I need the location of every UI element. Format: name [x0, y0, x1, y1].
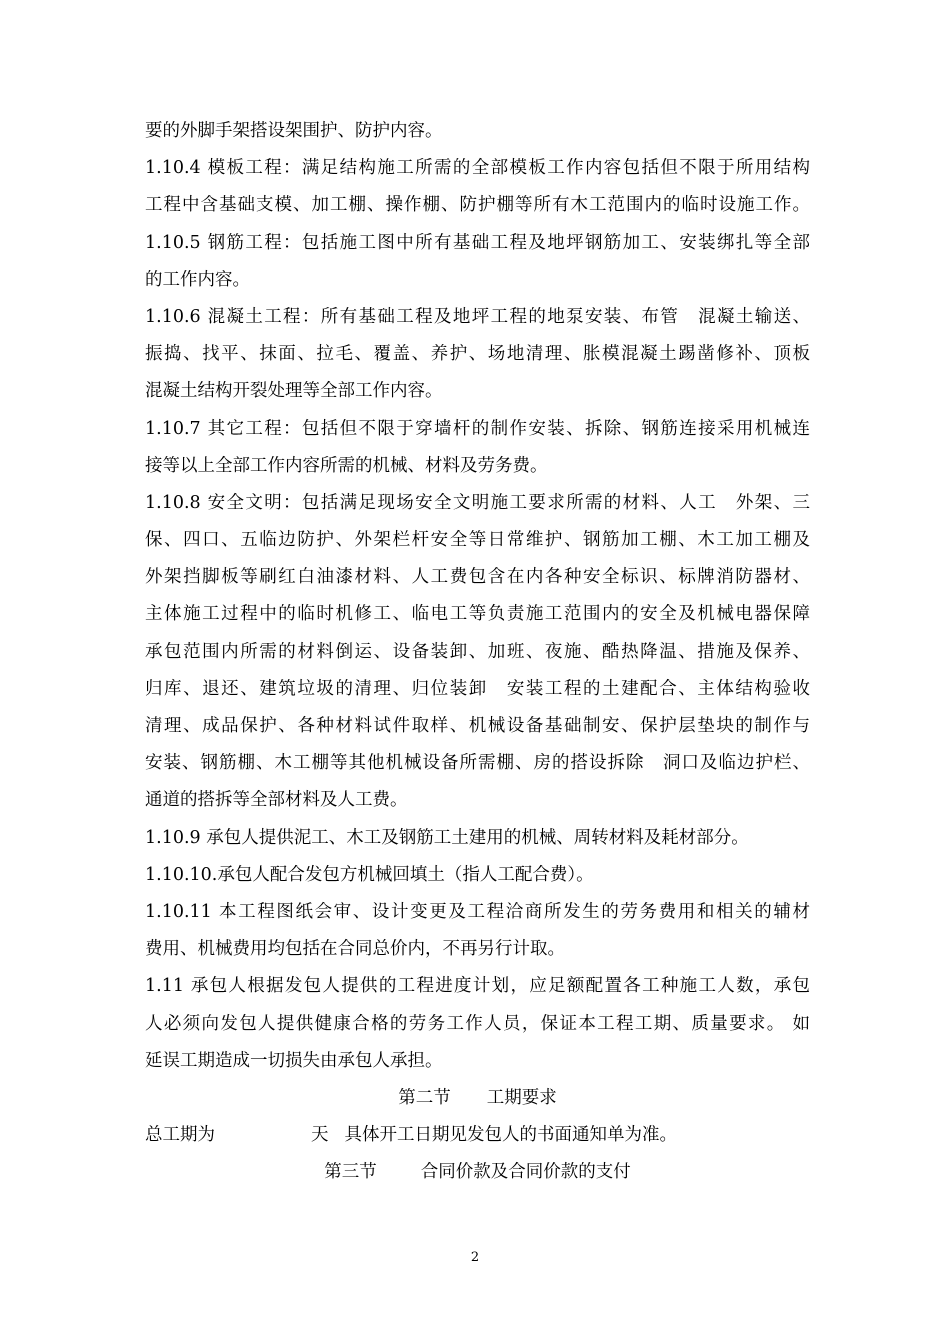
section-heading-3	[145, 1154, 810, 1191]
duration-line	[145, 1117, 810, 1154]
text-line: 1.10.7 其它工程：包括但不限于穿墙杆的制作安装、拆除、钢筋连接采用机械连	[145, 418, 810, 439]
duration-note: 具体开工日期见发包人的书面通知单为准。	[344, 1125, 677, 1146]
text-line: 1.10.10.承包人配合发包方机械回填土（指人工配合费）。	[145, 864, 594, 885]
text-line: 的工作内容。	[145, 269, 250, 290]
text-line: 1.10.5 钢筋工程：包括施工图中所有基础工程及地坪钢筋加工、安装绑扎等全部	[145, 232, 810, 253]
text-line: 接等以上全部工作内容所需的机械、材料及劳务费。	[145, 455, 548, 476]
text-line: 要的外脚手架搭设架围护、防护内容。	[145, 121, 443, 141]
text-line: 1.10.6 混凝土工程：所有基础工程及地坪工程的地泵安装、布管 混凝土输送、	[145, 306, 810, 327]
text-line: 清理、成品保护、各种材料试件取样、机械设备基础制安、保护层垫块的制作与	[145, 716, 810, 736]
duration-unit: 天	[311, 1125, 329, 1146]
text-line: 保、四口、五临边防护、外架栏杆安全等日常维护、钢筋加工棚、木工加工棚及	[145, 530, 810, 551]
text-line: 工程中含基础支模、加工棚、操作棚、防护棚等所有木工范围内的临时设施工作。	[145, 195, 810, 216]
page-number: 2	[470, 1250, 480, 1265]
text-line: 混凝土结构开裂处理等全部工作内容。	[145, 381, 443, 402]
section-number: 第二节	[398, 1087, 451, 1108]
section-number: 第三节	[324, 1162, 377, 1183]
text-line: 外架挡脚板等刷红白油漆材料、人工费包含在内各种安全标识、标牌消防器材、	[145, 567, 810, 588]
text-line: 人必须向发包人提供健康合格的劳务工作人员，保证本工程工期、质量要求。 如	[145, 1013, 810, 1034]
section-title: 工期要求	[486, 1087, 557, 1108]
text-line: 费用、机械费用均包括在合同总价内，不再另行计取。	[145, 939, 565, 960]
section-title: 合同价款及合同价款的支付	[420, 1162, 631, 1183]
duration-label: 总工期为	[145, 1125, 215, 1146]
text-line: 1.10.9 承包人提供泥工、木工及钢筋工土建用的机械、周转材料及耗材部分。	[145, 827, 749, 848]
text-line: 承包范围内所需的材料倒运、设备装卸、加班、夜施、酷热降温、措施及保养、	[145, 641, 810, 662]
text-line: 延误工期造成一切损失由承包人承担。	[145, 1050, 443, 1071]
text-line: 振捣、找平、抹面、拉毛、覆盖、养护、场地清理、胀模混凝土踢凿修补、顶板	[145, 344, 810, 365]
document-body	[145, 113, 810, 1191]
text-line: 1.10.8 安全文明：包括满足现场安全文明施工要求所需的材料、人工 外架、三	[145, 492, 810, 513]
text-line: 1.10.4 模板工程：满足结构施工所需的全部模板工作内容包括但不限于所用结构	[145, 158, 810, 179]
text-line: 安装、钢筋棚、木工棚等其他机械设备所需棚、房的搭设拆除 洞口及临边护栏、	[145, 753, 810, 774]
text-line: 1.11 承包人根据发包人提供的工程进度计划，应足额配置各工种施工人数，承包	[145, 976, 810, 997]
section-heading-2	[145, 1080, 810, 1117]
text-line: 通道的搭拆等全部材料及人工费。	[145, 790, 408, 811]
text-line: 1.10.11 本工程图纸会审、设计变更及工程洽商所发生的劳务费用和相关的辅材	[145, 901, 810, 922]
text-line: 主体施工过程中的临时机修工、临电工等负责施工范围内的安全及机械电器保障	[145, 604, 810, 625]
text-line: 归库、退还、建筑垃圾的清理、归位装卸 安装工程的土建配合、主体结构验收	[145, 678, 810, 699]
